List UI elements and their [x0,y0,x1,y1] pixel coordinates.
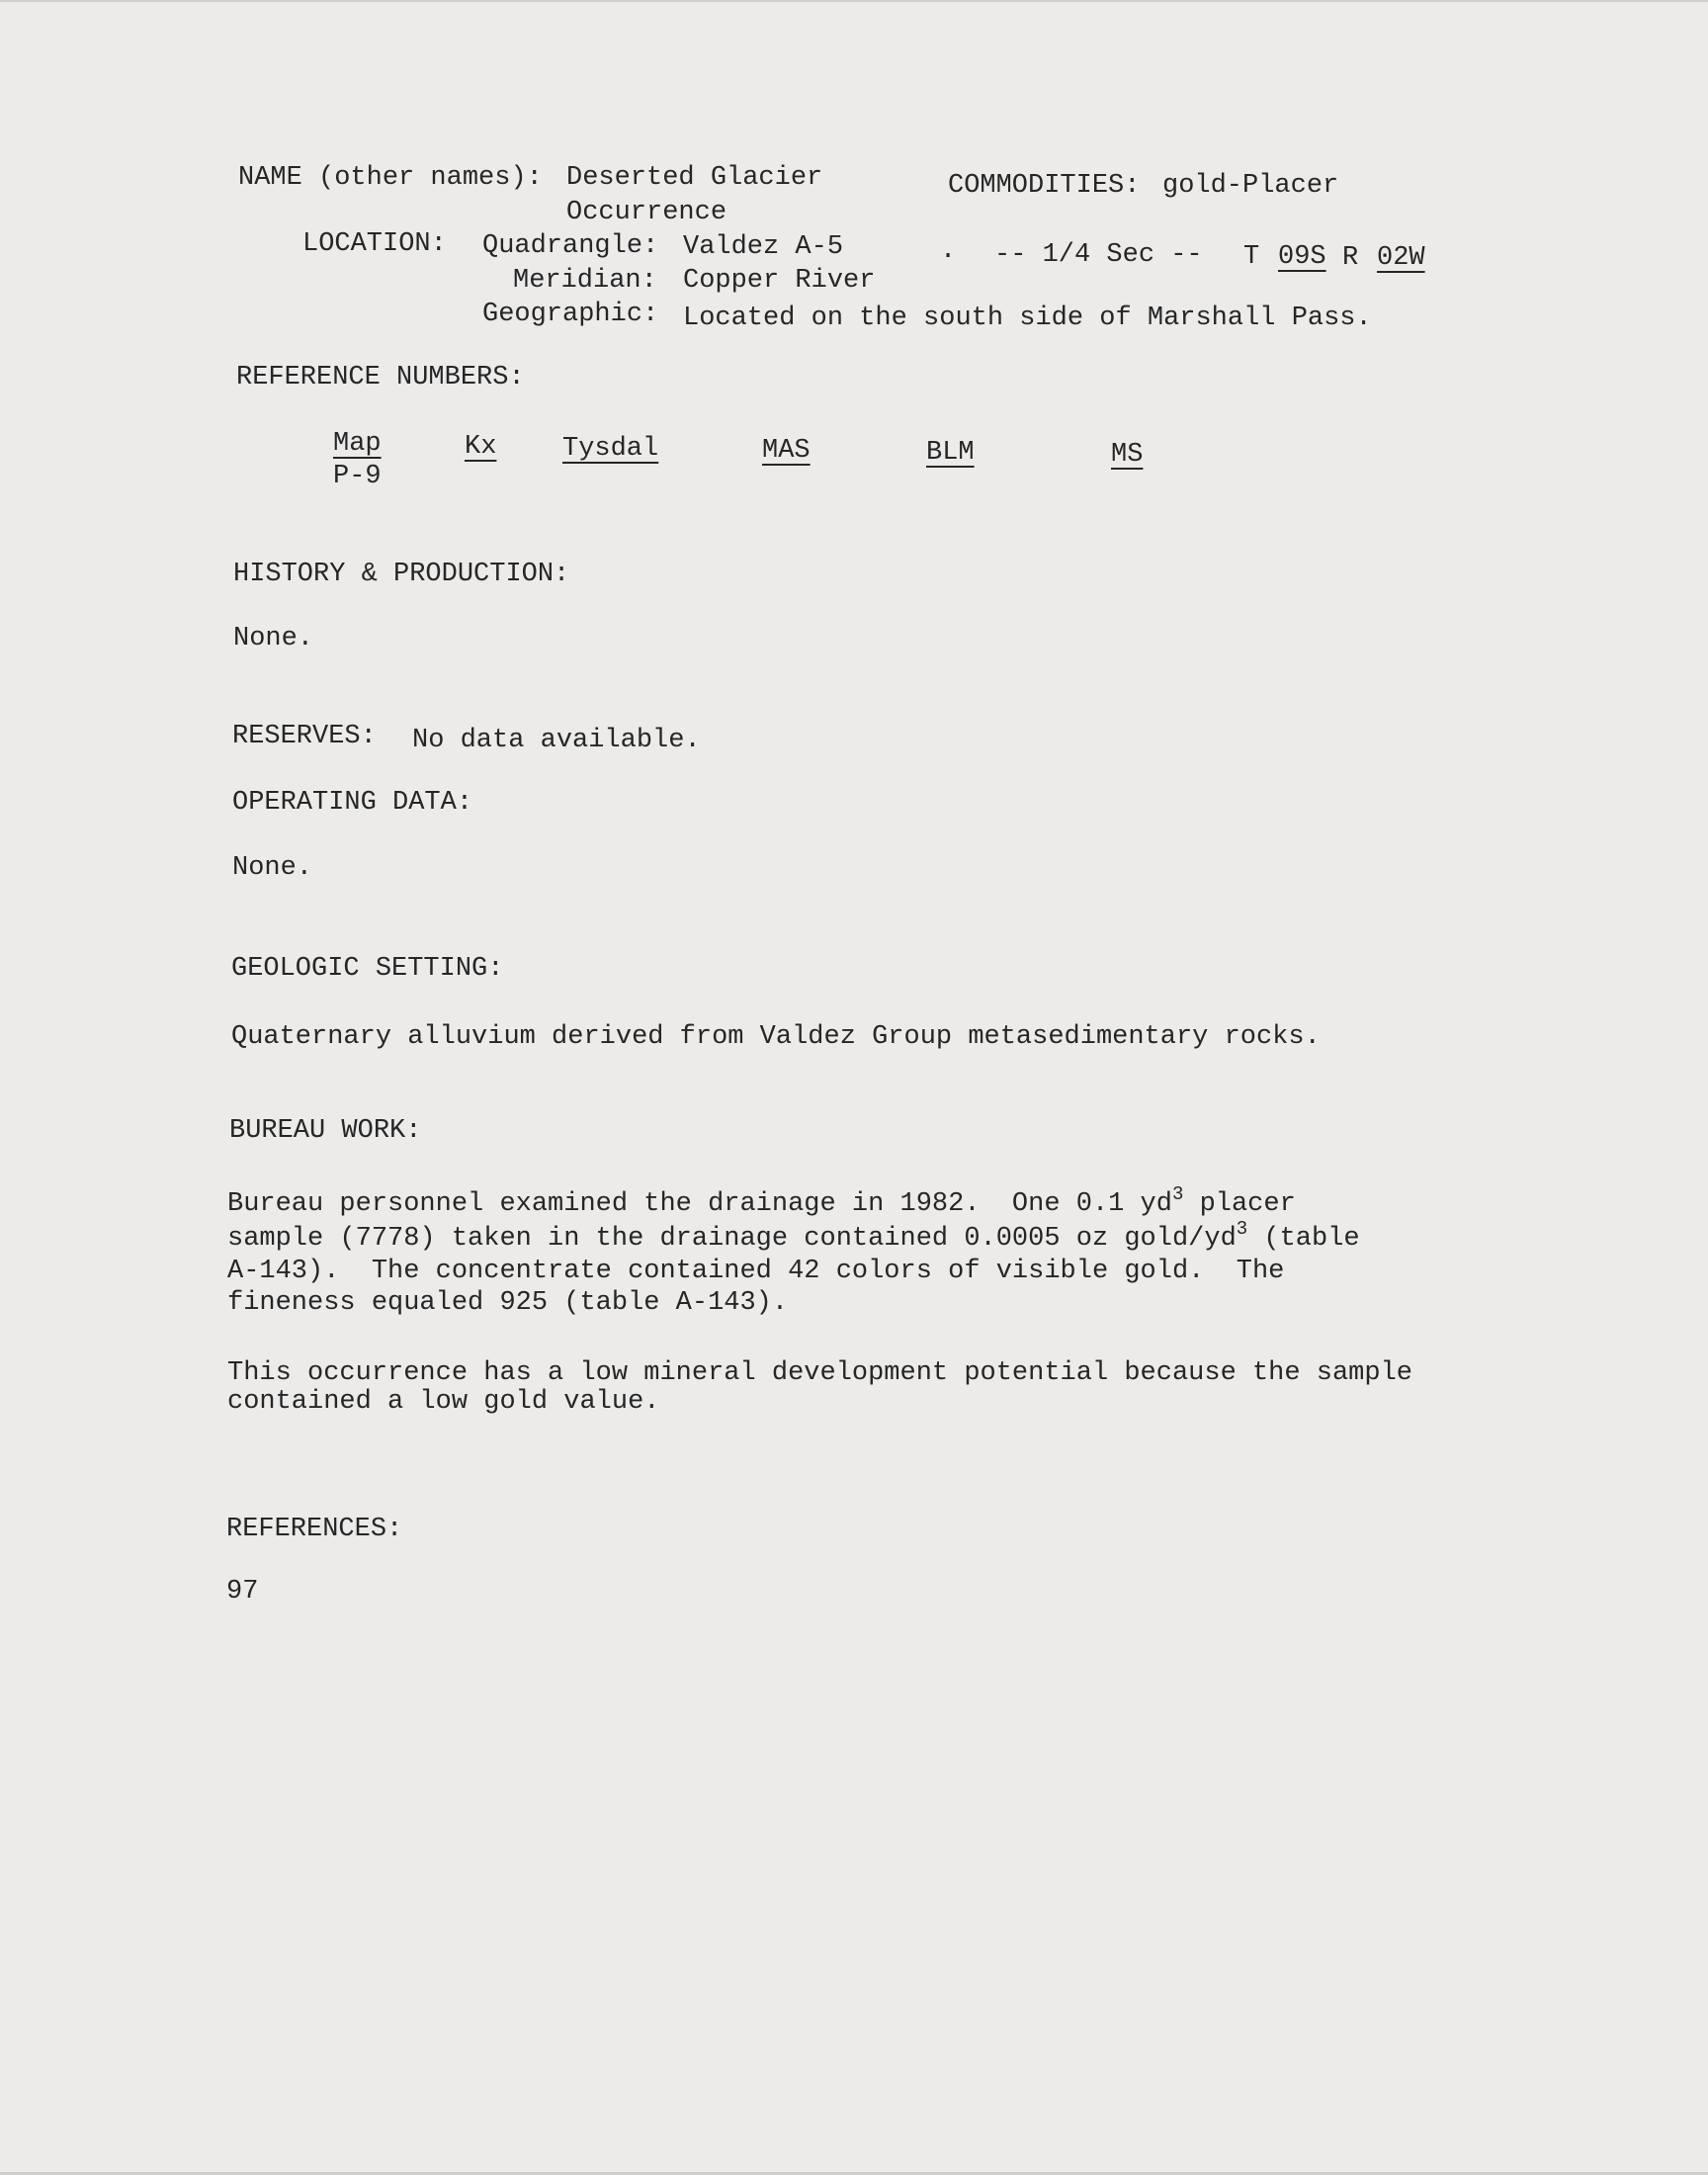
name-value: Deserted Glacier [566,163,823,193]
commodities-value: gold-Placer [1162,171,1339,201]
range-label: R [1342,243,1359,273]
meridian-label: Meridian: [513,266,657,296]
superscript: 3 [1171,1183,1184,1205]
ref-tysdal-label: Tysdal [562,434,659,464]
ref-blm-label: BLM [926,438,975,468]
history-heading: HISTORY & PRODUCTION: [233,560,570,589]
bureau-conclusion-line: This occurrence has a low mineral development potential because the sample [227,1358,1412,1388]
reserves-label: RESERVES: [232,722,377,751]
bureau-paragraph-line: Bureau personnel examined the drainage in 1982. One 0.1 $yd^3$ placer [227,1183,1296,1219]
section-text: -- 1/4 Sec -- [994,240,1203,270]
reserves-text: No data available. [412,726,701,755]
ref-map-label: Map [333,429,382,459]
history-text: None. [233,624,314,653]
operating-text: None. [232,853,313,883]
bureau-heading: BUREAU WORK: [229,1116,422,1146]
reference-numbers-heading: REFERENCE NUMBERS: [236,363,525,392]
meridian-value: Copper River [683,266,876,296]
bureau-paragraph-line: A-143). The concentrate contained 42 colors of visible gold. The [227,1257,1285,1286]
operating-heading: OPERATING DATA: [232,788,473,818]
references-text: 97 [226,1577,259,1607]
ref-mas-label: MAS [762,436,811,466]
range-value: 02W [1377,243,1425,273]
geologic-text: Quaternary alluvium derived from Valdez Group metasedimentary rocks. [231,1022,1321,1052]
geologic-heading: GEOLOGIC SETTING: [231,954,504,984]
township-label: T [1243,242,1260,272]
bureau-paragraph-line: sample (7778) taken in the drainage contained 0.0005 oz gold/$yd^3$ (table [227,1218,1360,1254]
ref-kx-label: Kx [465,432,497,462]
quadrangle-label: Quadrangle: [482,231,659,261]
references-heading: REFERENCES: [226,1515,403,1544]
stray-dot: . [940,236,957,266]
superscript: 3 [1236,1218,1248,1240]
commodities-label: COMMODITIES: [948,171,1141,201]
location-label: LOCATION: [302,229,447,259]
bureau-paragraph-line: fineness equaled 925 (table A-143). [227,1288,789,1318]
name-label: NAME (other names): [238,163,543,193]
geographic-value: Located on the south side of Marshall Pass. [683,304,1372,333]
name-value-continued: Occurrence [566,198,727,227]
township-value: 09S [1278,242,1326,272]
ref-map-value: P-9 [333,462,382,491]
ref-ms-label: MS [1111,440,1144,470]
bureau-conclusion-line: contained a low gold value. [227,1387,660,1417]
geographic-label: Geographic: [482,300,659,329]
quadrangle-value: Valdez A-5 [683,232,844,262]
